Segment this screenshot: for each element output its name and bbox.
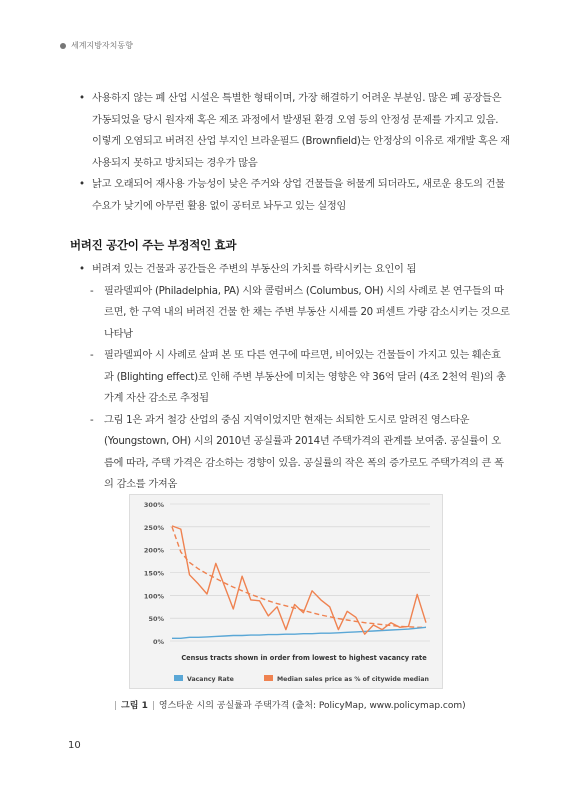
legend-swatch (174, 675, 183, 681)
dash-item: - 필라델피아 시 사례로 살펴 본 또 다른 연구에 따르면, 비어있는 건물들이 가지고 있는 훼손효과 (Blighting effect)로 인해 주변 부동산에 미치는 영향은 약 36억 달러 (4조 2천억 원)의 총 가계 자산 감소로 추정됨 (78, 345, 510, 410)
dash-item: - 필라델피아 (Philadelphia, PA) 시와 콜럼버스 (Columbus, OH) 시의 사례로 본 연구들의 따르면, 한 구역 내의 버려진 건물 한 채는 주변 부동산 시세를 20 퍼센트 가량 감소시키는 것으로 나타남 (78, 281, 510, 346)
figure-caption (110, 698, 466, 711)
caption-label: 그림 1 (121, 701, 148, 711)
y-tick-label: 200% (143, 546, 164, 555)
bullet-item: • 낡고 오래되어 재사용 가능성이 낮은 주거와 상업 건물들을 허물게 되더라도, 새로운 용도의 건물 수요가 낮기에 아무런 활용 없이 공터로 놔두고 있는 실정임 (78, 174, 510, 217)
y-tick-label: 250% (143, 523, 164, 532)
bullet-item: • 사용하지 않는 폐 산업 시설은 특별한 형태이며, 가장 해결하기 어려운 부분임. 많은 폐 공장들은 가동되었을 당시 원자재 혹은 제조 과정에서 발생된 환경 오염 등의 안정성 문제를 가지고 있음. 이렇게 오염되고 버려진 산업 부지인 브라운필드 (Brownfield)는 안정상의 이유로 재개발 혹은 재사용되지 못하고 방치되는 경우가 많음 (78, 88, 510, 174)
bullet-dot-icon (60, 43, 66, 49)
running-header (60, 40, 133, 51)
section-title: 버려진 공간이 주는 부정적인 효과 (70, 238, 237, 252)
legend-swatch (264, 675, 273, 681)
y-tick-label: 150% (143, 569, 164, 578)
y-tick-label: 300% (143, 501, 164, 509)
figure-chart (129, 494, 443, 689)
legend-label: Vacancy Rate (187, 676, 234, 683)
page-number: 10 (68, 740, 81, 751)
y-tick-label: 50% (148, 615, 164, 624)
header-title: 세계지방자치동향 (71, 41, 133, 50)
caption-separator: | (114, 701, 118, 711)
series-line-vacancy (172, 627, 426, 638)
legend-label: Median sales price as % of citywide median (277, 676, 429, 683)
x-axis-label: Census tracts shown in order from lowest to highest vacancy rate (181, 654, 427, 662)
y-tick-label: 100% (143, 592, 164, 601)
caption-separator: | (151, 701, 155, 711)
caption-text: 영스타운 시의 공실률과 주택가격 (출처: PolicyMap, www.policymap.com) (158, 701, 466, 711)
body-text (70, 88, 510, 496)
dash-item: - 그림 1은 과거 철강 산업의 중심 지역이었지만 현재는 쇠퇴한 도시로 알려진 영스타운 (Youngstown, OH) 시의 2010년 공실률과 2014년 주택가격의 관계를 보여줌. 공실률이 오름에 따라, 주택 가격은 감소하는 경향이 있음. 공실률의 작은 폭의 증가로도 주택가격의 큰 폭의 감소를 가져옴 (78, 410, 510, 496)
trend-line (172, 527, 426, 628)
bullet-item: • 버려져 있는 건물과 공간들은 주변의 부동산의 가치를 하락시키는 요인이 됨 (78, 259, 510, 281)
chart-svg (130, 495, 444, 690)
y-tick-label: 0% (152, 638, 164, 646)
